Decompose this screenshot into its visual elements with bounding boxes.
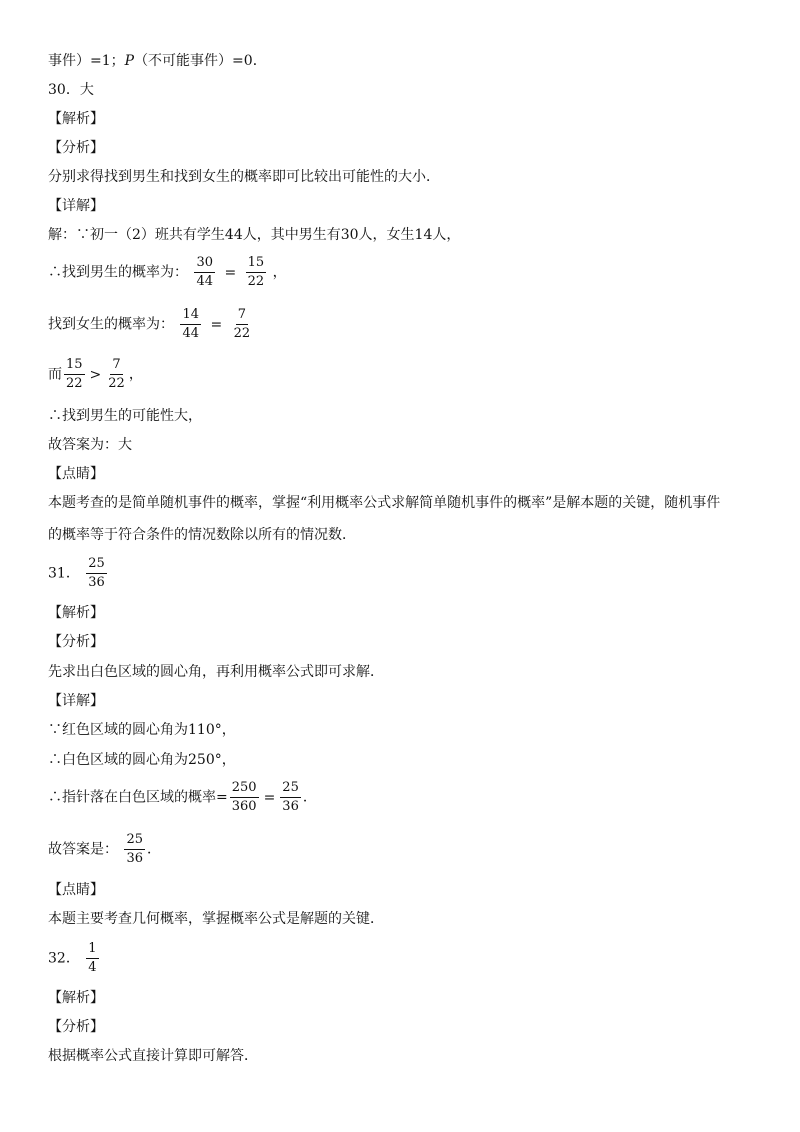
equals-sign: = (263, 789, 276, 806)
text: 故答案是： (48, 841, 118, 858)
fraction: $\frac{30}{44}$ (196, 255, 213, 289)
section-heading: 【点睛】 (48, 466, 104, 482)
section-heading: 【分析】 (48, 634, 104, 650)
text-line: ∵红色区域的圆心角为110°， (48, 722, 236, 738)
section-heading: 【点睛】 (48, 882, 104, 898)
text: ∴指针落在白色区域的概率= (48, 789, 228, 806)
fraction: $\frac{25}{36}$ (88, 556, 105, 590)
text-line: 故答案为：大 (48, 437, 132, 453)
greater-than-sign: > (89, 366, 102, 383)
fraction: $\frac{250}{360}$ (231, 780, 257, 814)
text: ． (147, 841, 161, 858)
fraction: $\frac{14}{44}$ (182, 307, 199, 341)
formula-line (48, 357, 143, 392)
section-heading: 【详解】 (48, 693, 104, 709)
equals-sign: = (210, 316, 223, 333)
question-number-line (48, 941, 101, 976)
question-number: 32． (48, 950, 80, 967)
equals-sign: = (224, 264, 237, 281)
text-line: 的概率等于符合条件的情况数除以所有的情况数． (48, 527, 356, 543)
text-line: 先求出白色区域的圆心角，再利用概率公式即可求解． (48, 664, 384, 680)
section-heading: 【解析】 (48, 990, 104, 1006)
probability-symbol: P (124, 53, 135, 69)
text: ． (302, 789, 317, 806)
section-heading: 【分析】 (48, 140, 104, 156)
question-number: 31． (48, 565, 80, 582)
text: ， (128, 366, 143, 383)
question-number-line (48, 556, 109, 591)
formula-line (48, 255, 287, 290)
fraction: $\frac{7}{22}$ (233, 307, 251, 341)
text-line: 解：∵初一（2）班共有学生44人，其中男生有30人，女生14人， (48, 227, 461, 243)
text: 事件）=1； (48, 53, 125, 69)
text-line: 分别求得找到男生和找到女生的概率即可比较出可能性的大小． (48, 169, 440, 185)
text: ∴找到男生的概率为： (48, 264, 188, 281)
formula-line (48, 307, 254, 342)
section-heading: 【详解】 (48, 198, 104, 214)
text: ， (272, 264, 287, 281)
text-line: ∴白色区域的圆心角为250°， (48, 752, 236, 768)
text-line (48, 52, 267, 70)
fraction: $\frac{1}{4}$ (88, 941, 97, 975)
section-heading: 【解析】 (48, 605, 104, 621)
fraction: $\frac{25}{36}$ (126, 832, 143, 866)
question-number: 30．大 (48, 82, 94, 98)
section-heading: 【分析】 (48, 1019, 104, 1035)
formula-line (48, 832, 161, 867)
text: 找到女生的概率为： (48, 316, 174, 333)
fraction: $\frac{25}{36}$ (282, 780, 299, 814)
text-line: 本题考查的是简单随机事件的概率，掌握“利用概率公式求解简单随机事件的概率”是解本题的关键，随机事件 (48, 495, 721, 511)
fraction: $\frac{7}{22}$ (108, 357, 125, 391)
text-line: ∴找到男生的可能性大， (48, 408, 202, 424)
formula-line (48, 780, 317, 815)
text: 而 (48, 366, 62, 383)
text-line: 本题主要考查几何概率，掌握概率公式是解题的关键． (48, 911, 384, 927)
section-heading: 【解析】 (48, 111, 104, 127)
fraction: $\frac{15}{22}$ (66, 357, 83, 391)
text-line: 根据概率公式直接计算即可解答． (48, 1048, 258, 1064)
fraction: $\frac{15}{22}$ (247, 255, 265, 289)
text: （不可能事件）=0． (134, 53, 267, 69)
